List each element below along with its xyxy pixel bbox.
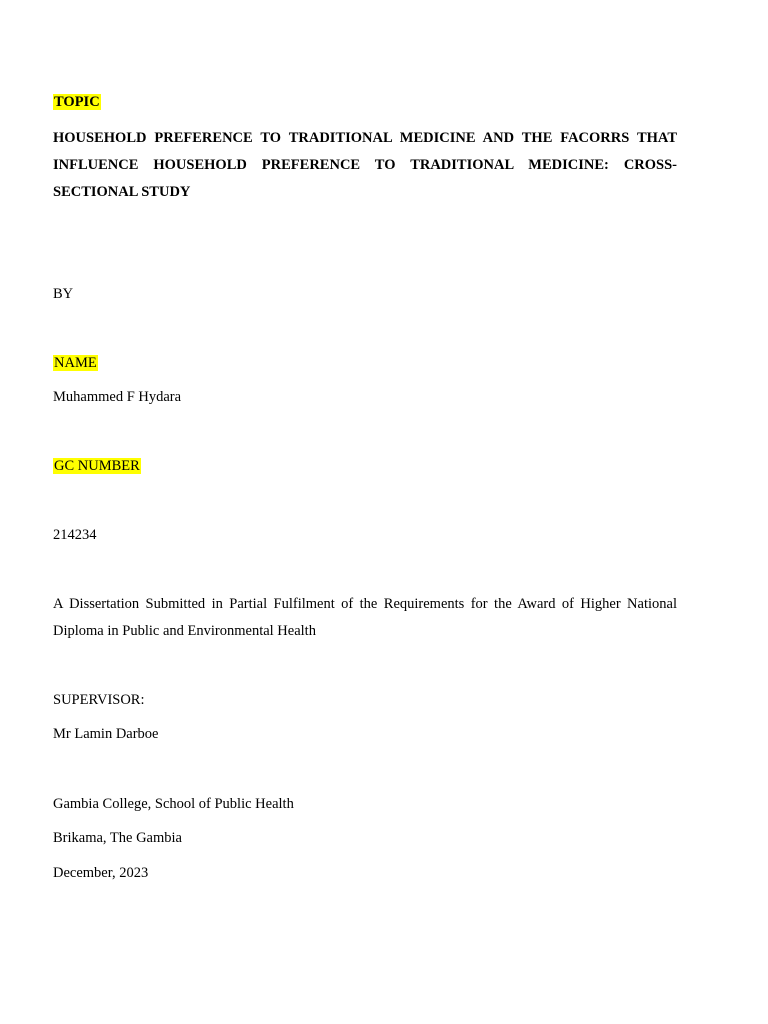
title-line-1: HOUSEHOLD PREFERENCE TO TRADITIONAL MEDICINE AND THE FACORRS THAT [53, 130, 677, 146]
title-line-2: INFLUENCE HOUSEHOLD PREFERENCE TO TRADITIONAL MEDICINE: CROSS- [53, 157, 677, 173]
gc-number-label-line [53, 457, 141, 475]
topic-label: TOPIC [54, 94, 100, 110]
college-name: Gambia College, School of Public Health [53, 796, 294, 812]
topic-label-line [53, 93, 101, 111]
dissertation-title [53, 125, 677, 206]
name-label-line [53, 354, 98, 372]
author-name: Muhammed F Hydara [53, 389, 182, 405]
dissertation-statement [53, 591, 677, 645]
college-location: Brikama, The Gambia [53, 830, 182, 846]
name-label: NAME [54, 355, 97, 371]
title-line-3: SECTIONAL STUDY [53, 184, 191, 200]
submission-date: December, 2023 [53, 865, 149, 881]
gc-number-value: 214234 [53, 527, 97, 543]
gc-number-label: GC NUMBER [54, 458, 140, 474]
by-label: BY [53, 286, 74, 302]
supervisor-name: Mr Lamin Darboe [53, 726, 159, 742]
supervisor-label: SUPERVISOR: [53, 692, 145, 708]
dissertation-line-1: A Dissertation Submitted in Partial Fulfilment of the Requirements for the Award of Higher National [53, 596, 677, 612]
dissertation-line-2: Diploma in Public and Environmental Health [53, 623, 316, 639]
